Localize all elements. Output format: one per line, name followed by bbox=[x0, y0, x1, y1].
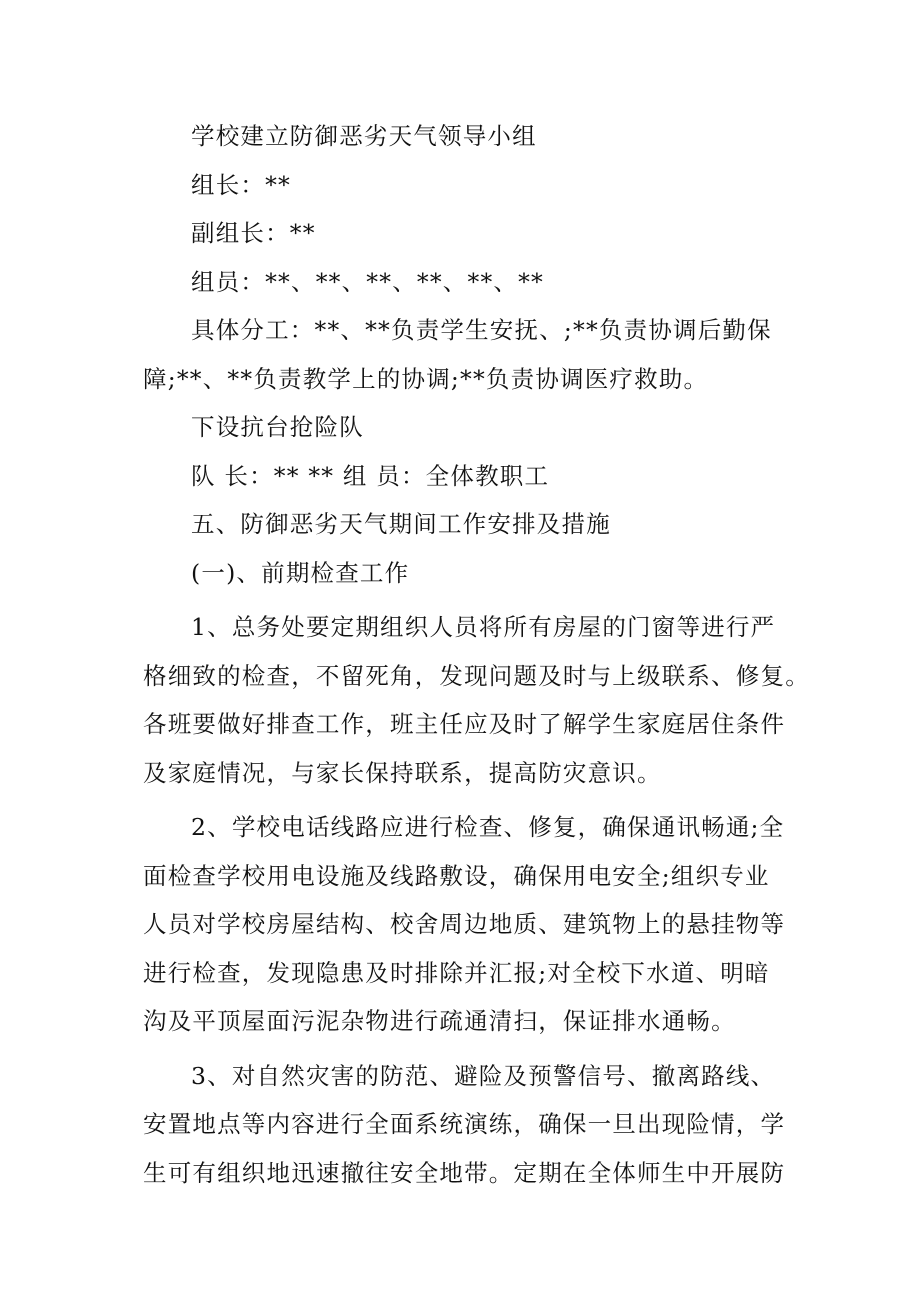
section-heading-five bbox=[143, 500, 783, 549]
paragraph-item-2 bbox=[143, 803, 786, 1046]
text-line: 各班要做好排查工作，班主任应及时了解学生家庭居住条件 bbox=[143, 710, 786, 738]
text-line: 生可有组织地迅速撤往安全地带。定期在全体师生中开展防 bbox=[143, 1158, 786, 1187]
text-line: 五、防御恶劣天气期间工作安排及措施 bbox=[191, 510, 611, 538]
text-line: 进行检查，发现隐患及时排除并汇报;对全校下水道、明暗 bbox=[143, 958, 770, 987]
paragraph-team-captain bbox=[143, 452, 783, 501]
paragraph-division-of-labor bbox=[143, 306, 783, 403]
text-line: 人员对学校房屋结构、校舍周边地质、建筑物上的悬挂物等 bbox=[143, 910, 786, 938]
paragraph-item-3 bbox=[143, 1052, 786, 1198]
text-line: 3、对自然灾害的防范、避险及预警信号、撤离路线、 bbox=[191, 1061, 776, 1090]
paragraph-leadership-group bbox=[143, 112, 783, 161]
text-line: 组员：**、**、**、**、**、** bbox=[191, 267, 544, 296]
text-line: 2、学校电话线路应进行检查、修复，确保通讯畅通;全 bbox=[191, 813, 785, 841]
text-line: 队 长：** ** 组 员：全体教职工 bbox=[191, 461, 550, 490]
text-line: 沟及平顶屋面污泥杂物进行疏通清扫，保证排水通畅。 bbox=[143, 1007, 736, 1035]
text-line: 格细致的检查，不留死角，发现问题及时与上级联系、修复。 bbox=[143, 661, 810, 690]
text-line: 组长：** bbox=[191, 170, 291, 199]
paragraph-group-leader bbox=[143, 161, 783, 210]
paragraph-deputy-leader bbox=[143, 209, 783, 258]
subsection-heading-one bbox=[143, 549, 783, 598]
paragraph-members bbox=[143, 258, 783, 307]
paragraph-item-1 bbox=[143, 603, 810, 797]
text-line: 具体分工：**、**负责学生安抚、;**负责协调后勤保 bbox=[191, 316, 772, 344]
text-line: 安置地点等内容进行全面系统演练，确保一旦出现险情，学 bbox=[143, 1110, 786, 1138]
text-line: 及家庭情况，与家长保持联系，提高防灾意识。 bbox=[143, 758, 662, 787]
text-line: 下设抗台抢险队 bbox=[191, 413, 364, 441]
text-line: 学校建立防御恶劣天气领导小组 bbox=[191, 122, 537, 150]
paragraph-rescue-team bbox=[143, 403, 783, 452]
document-body bbox=[143, 112, 810, 1197]
text-line: (一)、前期检查工作 bbox=[191, 558, 410, 587]
text-line: 1、总务处要定期组织人员将所有房屋的门窗等进行严 bbox=[191, 613, 776, 641]
text-line: 障;**、**负责教学上的协调;**负责协调医疗救助。 bbox=[143, 364, 709, 393]
text-line: 副组长：** bbox=[191, 219, 316, 247]
text-line: 面检查学校用电设施及线路敷设，确保用电安全;组织专业 bbox=[143, 861, 770, 890]
